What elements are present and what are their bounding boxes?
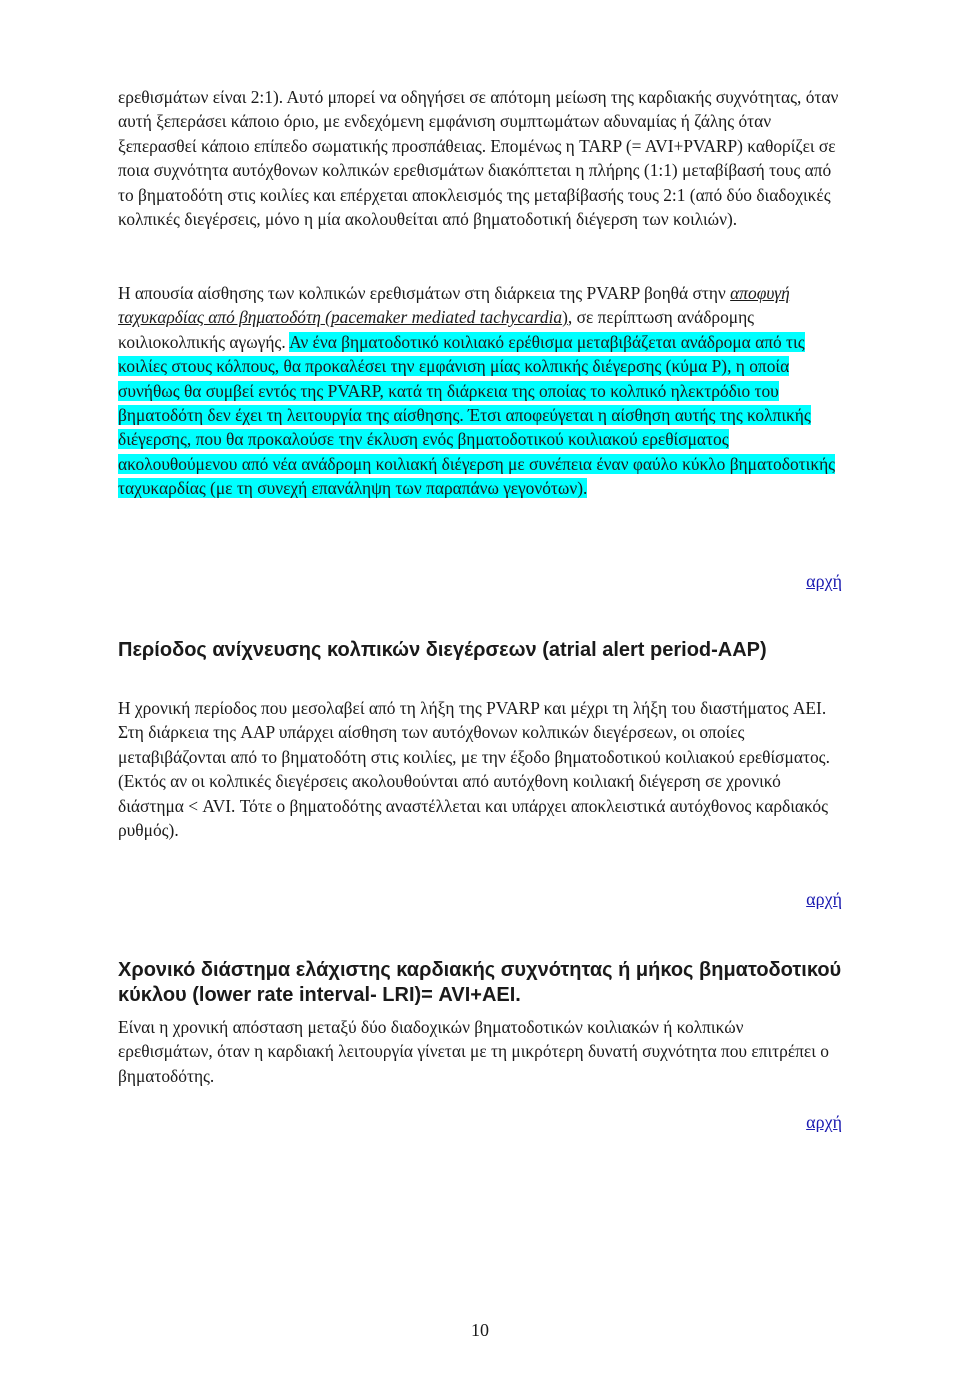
pvarp-p2-start: Η απουσία αίσθησης των κολπικών ερεθισμάτων στη διάρκεια της PVARP βοηθά στην — [118, 283, 731, 303]
pvarp-paragraph-tachycardia — [118, 281, 842, 501]
aap-heading: Περίοδος ανίχνευσης κολπικών διεγέρσεων (atrial alert period-AAP) — [118, 639, 767, 661]
pvarp-paragraph-intro: ερεθισμάτων είναι 2:1). Αυτό μπορεί να οδηγήσει σε απότομη μείωση της καρδιακής συχνότητας, όταν αυτή ξεπεράσει κάποιο όριο, με ενδεχόμενη εμφάνιση συμπτωμάτων αδυναμίας ή ζάλης όταν ξεπερασθεί κάποιο επίπεδο σωματικής προσπάθειας. Επομένως η TARP (= AVI+PVARP) καθορίζει σε ποια συχνότητα αυτόχθονων κολπικών ερεθισμάτων διακόπτεται η πλήρης (1:1) μεταβίβασή τους από το βηματοδότη στις κοιλίες και επέρχεται αποκλεισμός της μεταβίβασής τους 2:1 (από δύο διαδοχικές κολπικές διεγέρσεις, μόνο η μία ακολουθείται από βηματοδοτική διέγερση των κοιλιών). — [118, 87, 839, 230]
pvarp-p2-close-paren: ) — [562, 307, 568, 328]
pvarp-p2-emphasis: αποφυγή ταχυκαρδίας από βηματοδότη (pacemaker mediated tachycardia — [118, 283, 790, 328]
aap-paragraph: Η χρονική περίοδος που μεσολαβεί από τη λήξη της PVARP και μέχρι τη λήξη του διαστήματος AEI. Στη διάρκεια της AAP υπάρχει αίσθηση των αυτόχθονων κολπικών διεγέρσεων, οι οποίες μεταβιβάζονται από το βηματοδότη στις κοιλίες, με την έξοδο βηματοδοτικού κοιλιακού ερεθίσματος. (Εκτός αν οι κολπικές διεγέρσεις ακολουθούνται από αυτόχθονη κοιλιακή διέγερση σε χρονικό διάστημα < AVI. Τότε ο βηματοδότης αναστέλλεται και υπάρχει αποκλειστικά αυτόχθονος καρδιακός ρυθμός). — [118, 698, 830, 841]
back-to-top-link-3[interactable]: αρχή — [806, 1112, 842, 1132]
lri-heading: Χρονικό διάστημα ελάχιστης καρδιακής συχνότητας ή μήκος βηματοδοτικού κύκλου (lower rate interval- LRI)= AVI+AEI. — [118, 959, 842, 1006]
back-to-top-link-1[interactable]: αρχή — [806, 571, 842, 591]
page-number: 10 — [471, 1320, 489, 1340]
pvarp-p2-mid: , σε περίπτωση ανάδρομης κοιλιοκολπικής αγωγής. — [118, 307, 755, 352]
back-to-top-link-2[interactable]: αρχή — [806, 889, 842, 909]
lri-paragraph: Είναι η χρονική απόσταση μεταξύ δύο διαδοχικών βηματοδοτικών κοιλιακών ή κολπικών ερεθισμάτων, όταν η καρδιακή λειτουργία γίνεται με τη μικρότερη δυνατή συχνότητα που επιτρέπει ο βηματοδότης. — [118, 1017, 829, 1086]
pvarp-p2-highlighted-text: Αν ένα βηματοδοτικό κοιλιακό ερέθισμα μεταβιβάζεται ανάδρομα από τις κοιλίες στους κόλπους, θα προκαλέσει την εμφάνιση μίας κολπικής διέγερσης (κύμα P), η οποία συνήθως θα συμβεί εντός της PVARP, κατά τη διάρκεια της οποίας το κολπικό ηλεκτρόδιο του βηματοδότη δεν έχει τη λειτουργία της αίσθησης. Έτσι αποφεύγεται η αίσθηση αυτής της κολπικής διέγερσης, που θα προκαλούσε την έκλυση ενός βηματοδοτικού κοιλιακού ερεθίσματος ακολουθούμενου από νέα ανάδρομη κοιλιακή διέγερση με συνέπεια έναν φαύλο κύκλο βηματοδοτικής ταχυκαρδίας (με τη συνεχή επανάληψη των παραπάνω γεγονότων). — [118, 331, 836, 499]
